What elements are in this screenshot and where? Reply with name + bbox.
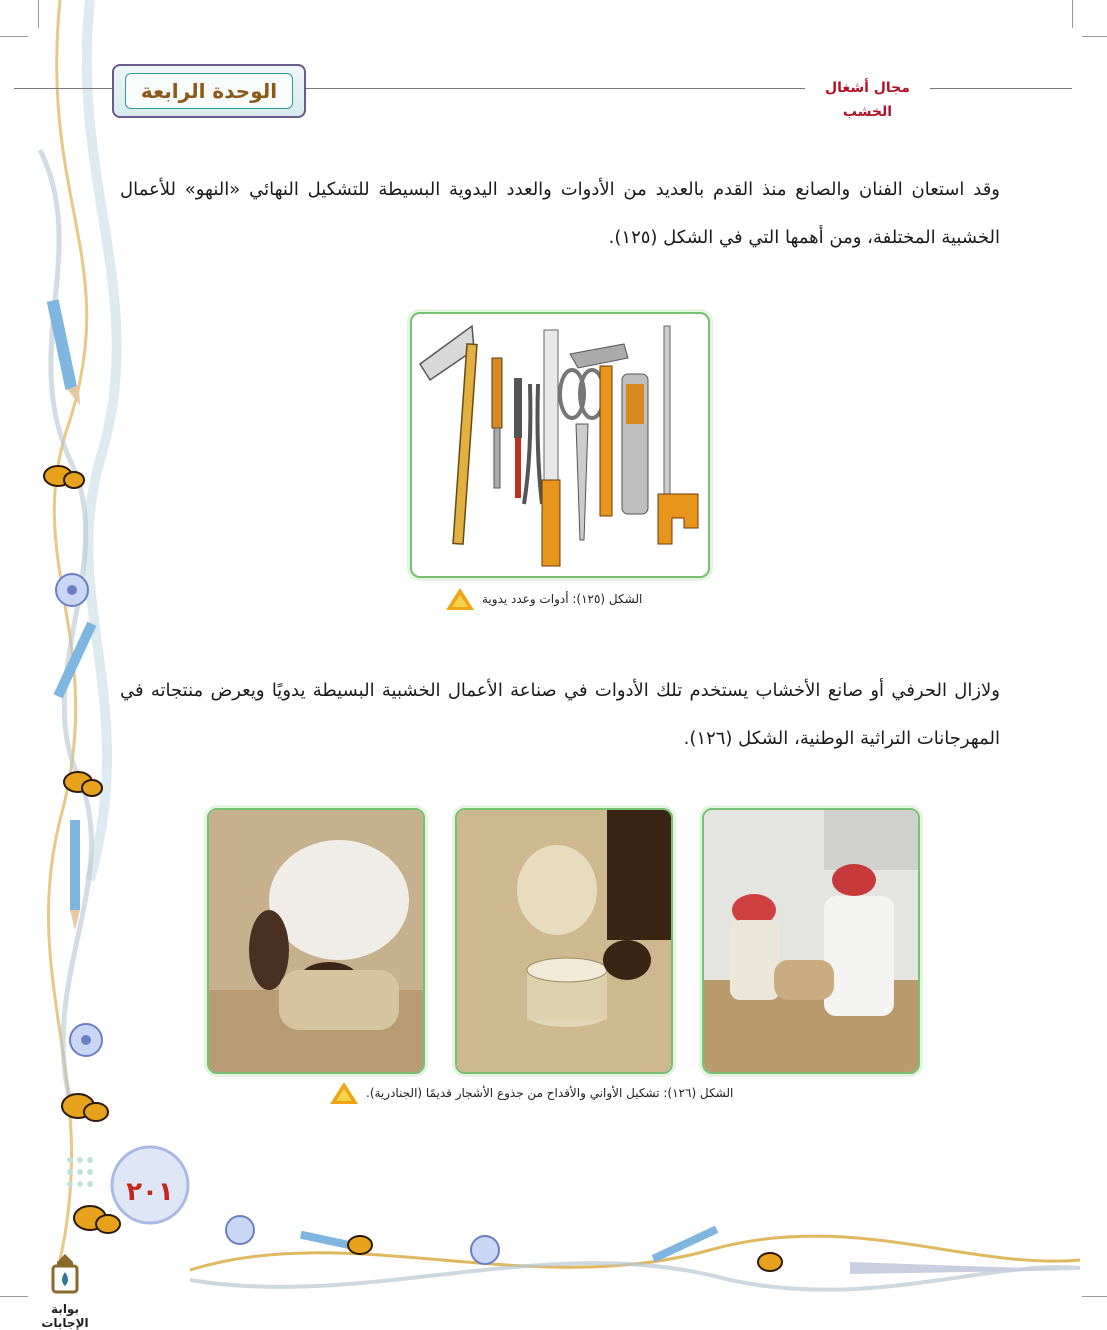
flower-icon — [226, 1216, 254, 1244]
photo-carving-hands — [207, 808, 425, 1074]
adze-icon — [420, 326, 477, 544]
gouge-icon — [514, 378, 522, 498]
photo-craftsmen-working — [702, 808, 920, 1074]
unit-title: الوحدة الرابعة — [125, 73, 293, 109]
page-number: ٢٠١ — [126, 1177, 174, 1207]
file-icon — [542, 330, 560, 566]
warning-triangle-icon — [446, 588, 474, 610]
flower-icon — [56, 574, 88, 606]
butterfly-icon — [44, 466, 84, 488]
portal-logo[interactable] — [30, 1252, 100, 1330]
figure-tools — [410, 312, 710, 578]
caption-text: الشكل (١٢٦): تشكيل الأواني والأقداح من جذوع الأشجار قديمًا (الجنادرية). — [366, 1086, 734, 1100]
saw-icon — [658, 326, 698, 544]
paragraph-intro: وقد استعان الفنان والصانع منذ القدم بالعديد من الأدوات والعدد اليدوية البسيطة للتشكيل النهائي «النهو» للأعمال الخشبية المختلفة، ومن أهمها التي في الشكل (١٢٥). — [120, 179, 1000, 248]
decorative-border-bottom — [150, 1200, 1090, 1310]
scissors-icon — [560, 370, 604, 540]
figure-caption — [446, 588, 642, 610]
pencil-icon — [70, 820, 80, 930]
unit-badge — [112, 64, 306, 118]
flower-icon — [471, 1236, 499, 1264]
figure-caption — [330, 1082, 733, 1104]
butterfly-icon — [758, 1253, 782, 1271]
butterfly-icon — [62, 1094, 108, 1121]
butterfly-icon — [64, 772, 102, 796]
crop-mark — [1082, 36, 1107, 37]
domain-title: مجال أشغال الخشب — [805, 76, 930, 100]
plane-icon — [622, 374, 648, 514]
pincers-icon — [524, 384, 542, 504]
photo-wooden-cup — [455, 808, 673, 1074]
flower-icon — [70, 1024, 102, 1056]
warning-triangle-icon — [330, 1082, 358, 1104]
chisel-icon — [492, 358, 502, 488]
portal-label: بوابة الإجابات — [41, 1302, 89, 1330]
butterfly-icon — [74, 1206, 120, 1233]
crop-mark — [1072, 0, 1073, 28]
caption-text: الشكل (١٢٥): أدوات وعدد يدوية — [482, 592, 643, 606]
butterfly-icon — [348, 1236, 372, 1254]
hand-tools-illustration — [412, 314, 708, 576]
portal-lantern-icon — [45, 1252, 85, 1296]
paragraph-craftsman: ولازال الحرفي أو صانع الأخشاب يستخدم تلك الأدوات في صناعة الأعمال الخشبية البسيطة يدويًا ويعرض منتجاته في المهرجانات التراثية الوطنية، الشكل (١٢٦). — [120, 680, 1000, 749]
